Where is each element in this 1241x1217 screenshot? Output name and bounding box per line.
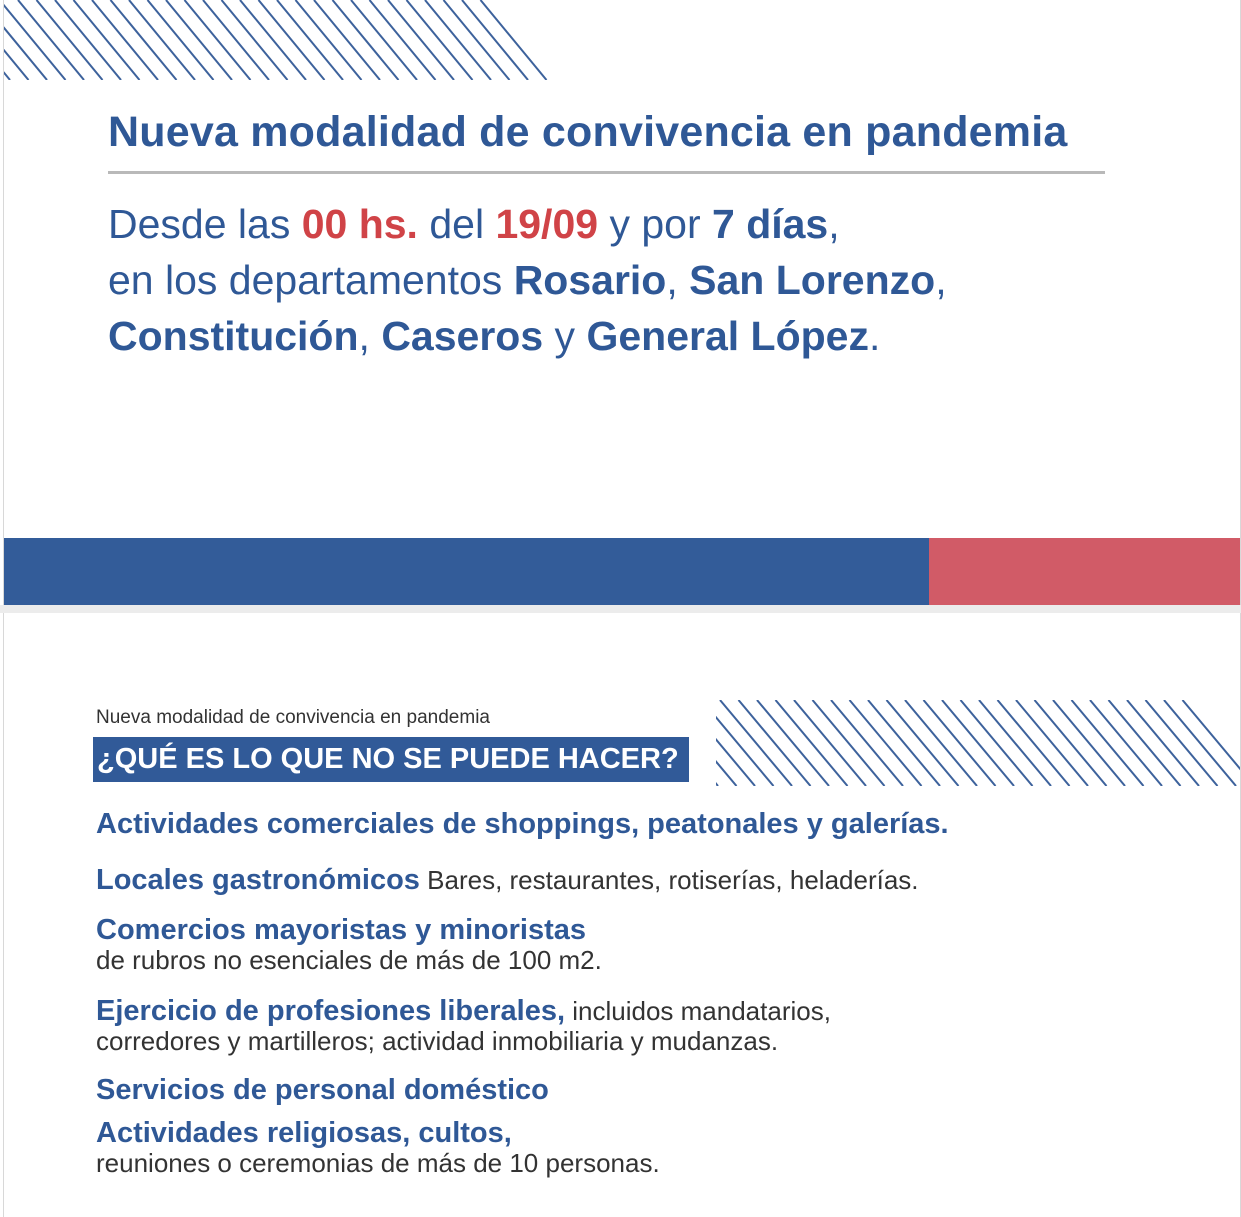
diagonal-stripes-decoration [716,700,1240,786]
stripe-line [314,0,380,80]
restriction-detail: reuniones o ceremonias de más de 10 personas. [96,1148,660,1178]
footer-band-red [929,538,1240,605]
slide-title: Nueva modalidad de convivencia en pandemia [108,108,1068,156]
restriction-detail: incluidos mandatarios, [565,996,831,1026]
stripe-line [942,700,1014,786]
restriction-item-domestic [96,1074,549,1107]
stripe-line [1109,700,1181,786]
intro-line-2 [108,252,1208,308]
stripe-line [961,700,1033,786]
stripe-line [924,700,996,786]
stripe-line [813,700,885,786]
stripe-line [1183,700,1241,786]
stripe-line [370,0,436,80]
stripe-line [998,700,1070,786]
stripe-line [222,0,288,80]
department-san-lorenzo: San Lorenzo [689,257,936,303]
restriction-detail: de rubros no esenciales de más de 100 m2. [96,945,602,975]
stripe-line [794,700,866,786]
stripe-line [333,0,399,80]
title-divider [108,171,1105,174]
intro-text-segment: y [543,313,587,359]
restriction-detail: Bares, restaurantes, rotiserías, heladerías. [419,865,919,895]
stripe-line [1035,700,1107,786]
stripe-line [129,0,195,80]
restriction-detail-line2: corredores y martilleros; actividad inmobiliaria y mudanzas. [96,1026,779,1056]
department-constitucion: Constitución [108,313,359,359]
stripe-line [259,0,325,80]
stripe-line [4,0,29,80]
footer-band-blue [4,538,929,605]
department-caseros: Caseros [381,313,544,359]
duration: 7 días [712,201,829,247]
stripe-line [444,0,510,80]
section-heading: ¿QUÉ ES LO QUE NO SE PUEDE HACER? [93,737,689,782]
stripe-line [1146,700,1218,786]
restriction-item-commerce [96,914,602,976]
slide-subtitle: Nueva modalidad de convivencia en pandemia [96,707,490,728]
stripe-line [388,0,454,80]
intro-line-3 [108,308,1208,364]
stripe-line [74,0,140,80]
restriction-item-professions [96,995,831,1057]
stripe-line [148,0,214,80]
stripe-line [1016,700,1088,786]
intro-text-segment: . [868,313,881,359]
intro-text-segment: , [828,201,840,247]
slide-bottom [3,613,1241,1217]
intro-text [108,196,1208,364]
stripe-line [407,0,473,80]
stripe-line [55,0,121,80]
stripe-line [757,700,829,786]
restriction-title: Ejercicio de profesiones liberales, [96,995,566,1027]
stripe-line [776,700,848,786]
stripe-line [462,0,528,80]
restriction-item-shoppings [96,808,949,841]
restriction-item-gastronomy [96,864,919,897]
stripe-line [850,700,922,786]
restriction-title: Actividades comerciales de shoppings, peatonales y galerías. [96,808,949,840]
stripe-line [979,700,1051,786]
restriction-title: Actividades religiosas, cultos, [96,1117,512,1149]
restriction-item-religious [96,1117,660,1179]
intro-line-1 [108,196,1208,252]
stripe-line [887,700,959,786]
stripe-line [905,700,977,786]
department-general-lopez: General López [586,313,869,359]
stripe-line [868,700,940,786]
department-rosario: Rosario [513,257,667,303]
intro-text-segment: Desde las [108,201,302,247]
start-date: 19/09 [495,201,599,247]
intro-text-segment: del [417,201,496,247]
intro-text-segment: y por [598,201,712,247]
stripe-line [296,0,362,80]
stripe-line [351,0,417,80]
intro-text-segment: , [666,257,690,303]
stripe-line [739,700,811,786]
stripe-line [203,0,269,80]
start-time: 00 hs. [301,201,418,247]
stripe-line [1072,700,1144,786]
stripe-line [240,0,306,80]
stripe-line [720,700,792,786]
stripe-line [425,0,491,80]
stripe-line [37,0,103,80]
restriction-title: Comercios mayoristas y minoristas [96,914,586,946]
intro-text-segment: , [935,257,947,303]
stripe-line [166,0,232,80]
diagonal-stripes-decoration [4,0,604,80]
stripe-line [1164,700,1236,786]
stripe-line [831,700,903,786]
stripe-line [185,0,251,80]
restriction-title: Locales gastronómicos [96,864,420,896]
intro-text-segment: , [358,313,382,359]
stripe-line [481,0,547,80]
intro-text-segment: en los departamentos [108,257,514,303]
stripe-line [1090,700,1162,786]
slide-top [3,0,1241,605]
stripe-line [277,0,343,80]
stripe-line [18,0,84,80]
slide-separator [0,605,1241,613]
stripe-line [92,0,158,80]
stripe-line [1053,700,1125,786]
stripe-line [111,0,177,80]
stripe-line [1127,700,1199,786]
restriction-title: Servicios de personal doméstico [96,1074,549,1106]
